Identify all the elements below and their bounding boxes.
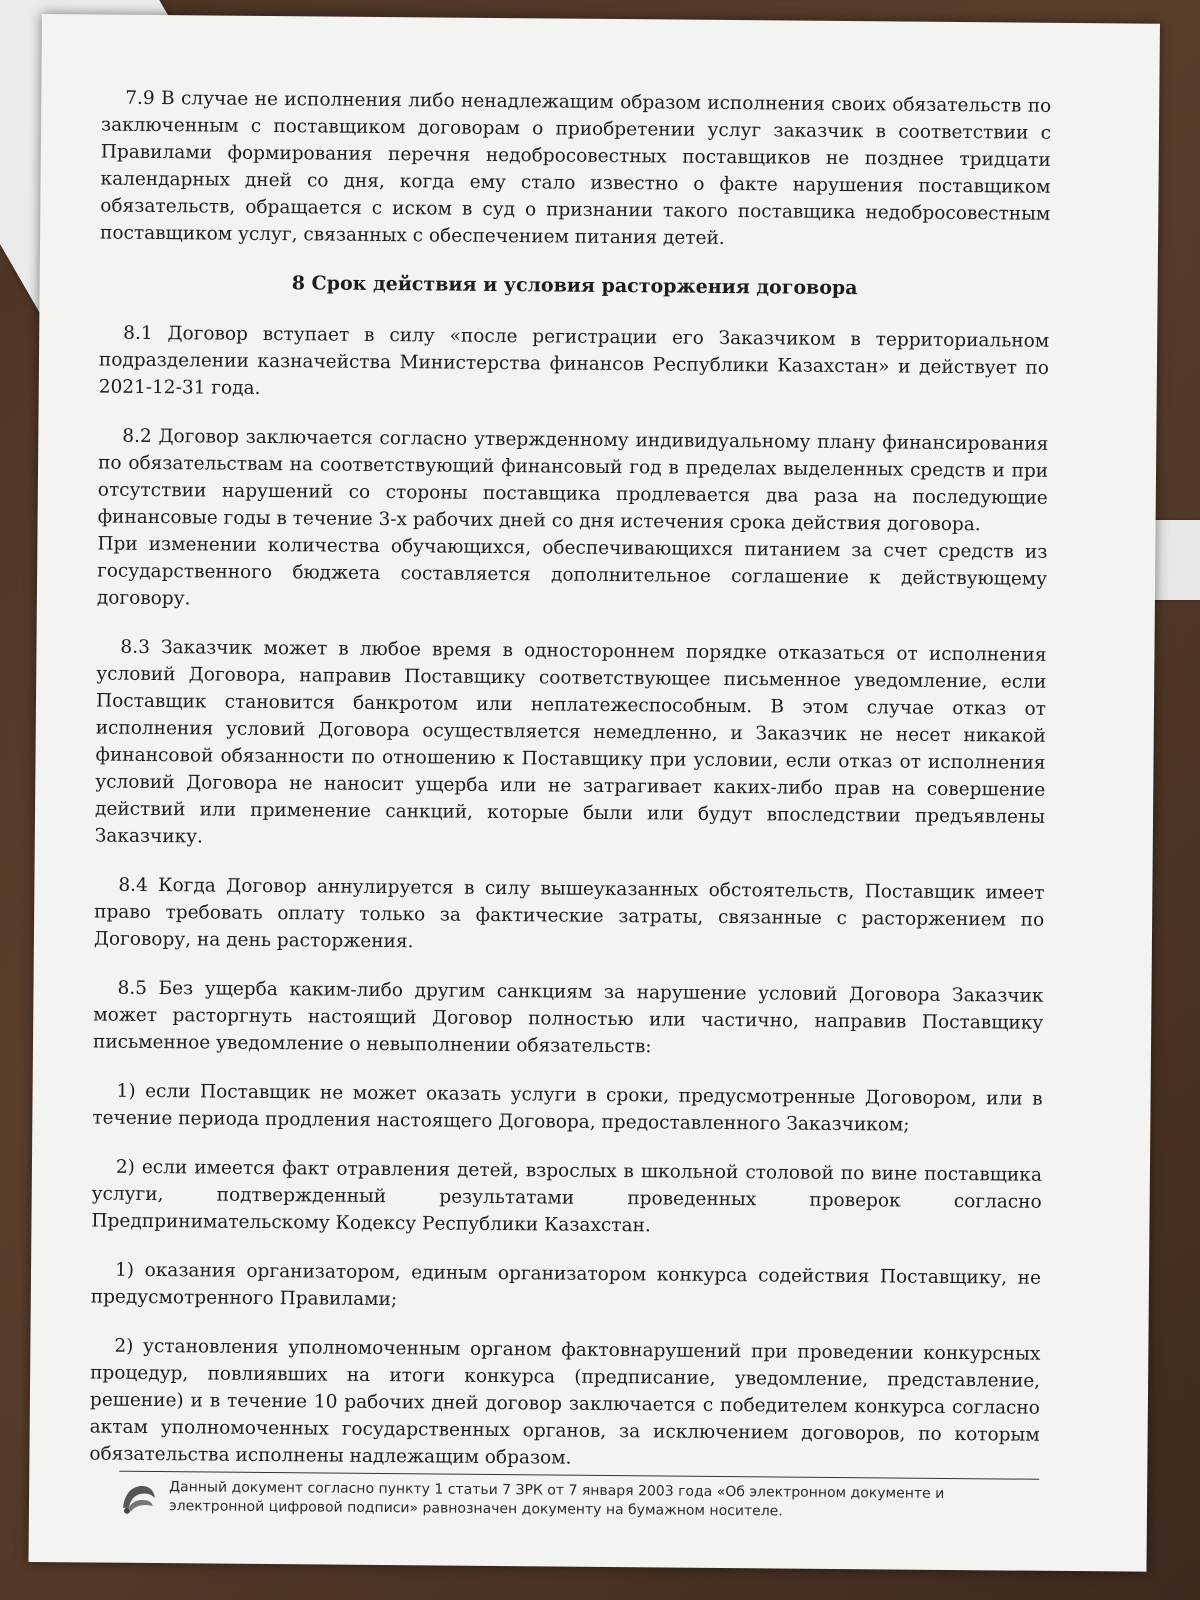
list-item-1b: 1) оказания организатором, единым организатором конкурса содействия Поставщику, не предусмотренного Правилами; [90, 1259, 1042, 1311]
document-body [89, 85, 1051, 1498]
list-item-2b: 2) установления уполномоченным органом фактовнарушений при проведении конкурсных процедур, повлиявших на итоги конкурса (предписание, уведомление, представление, решение) и в течение 10 рабочих дней договор заключается с победителем конкурса согласно актам уполномоченных государственных органов, за исключением договоров, по которым обязательства исполнены надлежащим образом. [89, 1335, 1041, 1469]
e-signature-logo-icon [119, 1478, 159, 1518]
section-8-title: 8 Срок действия и условия расторжения договора [291, 272, 858, 300]
paragraph-8-5: 8.5 Без ущерба каким-либо другим санкциям за нарушение условий Договора Заказчик может расторгнуть настоящий Договор полностью или частично, направив Поставщику письменное уведомление о невыполнении обязательств: [92, 977, 1044, 1058]
document-page [28, 14, 1159, 1572]
paragraph-7-9: 7.9 В случае не исполнения либо ненадлежащим образом исполнения своих обязательств по заключенным с поставщиком договорам о приобретении услуг заказчик в соответствии с Правилами формирования перечня недобросовестных поставщиков не позднее тридцати календарных дней со дня, когда ему стало известно о факте нарушения поставщиком обязательств, обращается с иском в суд о признании такого поставщика недобросовестным поставщиком услуг, связанных с обеспечением питания детей. [99, 87, 1052, 249]
e-signature-notice: Данный документ согласно пункту 1 статьи 7 ЗРК от 7 января 2003 года «Об электронном документе и электронной цифровой подписи» равнозначен документу на бумажном носителе. [168, 1479, 945, 1520]
paragraph-8-3: 8.3 Заказчик может в любое время в одностороннем порядке отказаться от исполнения условий Договора, направив Поставщику соответствующее письменное уведомление, если Поставщик становится банкротом или неплатежеспособным. В этом случае отказ от исполнения условий Договора осуществляется немедленно, и Заказчик не несет никакой финансовой обязанности по отношению к Поставщику при условии, если отказ от исполнения условий Договора не наносит ущерба или не затрагивает каких-либо прав на совершение действий или применение санкций, которые были или будут впоследствии предъявлены Заказчику. [94, 636, 1047, 848]
list-item-2: 2) если имеется факт отравления детей, взрослых в школьной столовой по вине поставщика услуги, подтвержденный результатами проведенных проверок согласно Предпринимательскому Кодексу Республики Казахстан. [91, 1156, 1042, 1237]
e-signature-footer [119, 1471, 1039, 1526]
paragraph-8-2-continuation: При изменении количества обучающихся, обеспечивающихся питанием за счет средств из государственного бюджета составляется дополнительное соглашение к действующему договору. [96, 533, 1048, 610]
list-item-1: 1) если Поставщик не может оказать услуги в сроки, предусмотренные Договором, или в течение периода продления настоящего Договора, предоставленного Заказчиком; [92, 1080, 1043, 1136]
paragraph-8-2: 8.2 Договор заключается согласно утвержденному индивидуальному плану финансирования по обязательствам на соответствующий финансовый год в пределах выделенных средств и при отсутствии нарушений со стороны поставщика продлевается два раза на последующие финансовые годы в течение 3-х рабочих дней со дня истечения срока действия договора. [97, 425, 1049, 536]
paragraph-8-4: 8.4 Когда Договор аннулируется в силу вышеуказанных обстоятельств, Поставщик имеет право требовать оплату только за фактические затраты, связанные с расторжением по Договору, на день расторжения. [93, 874, 1045, 953]
paragraph-8-1: 8.1 Договор вступает в силу «после регистрации его Заказчиком в территориальном подразделении казначейства Министерства финансов Республики Казахстан» и действует по 2021-12-31 года. [98, 322, 1050, 399]
